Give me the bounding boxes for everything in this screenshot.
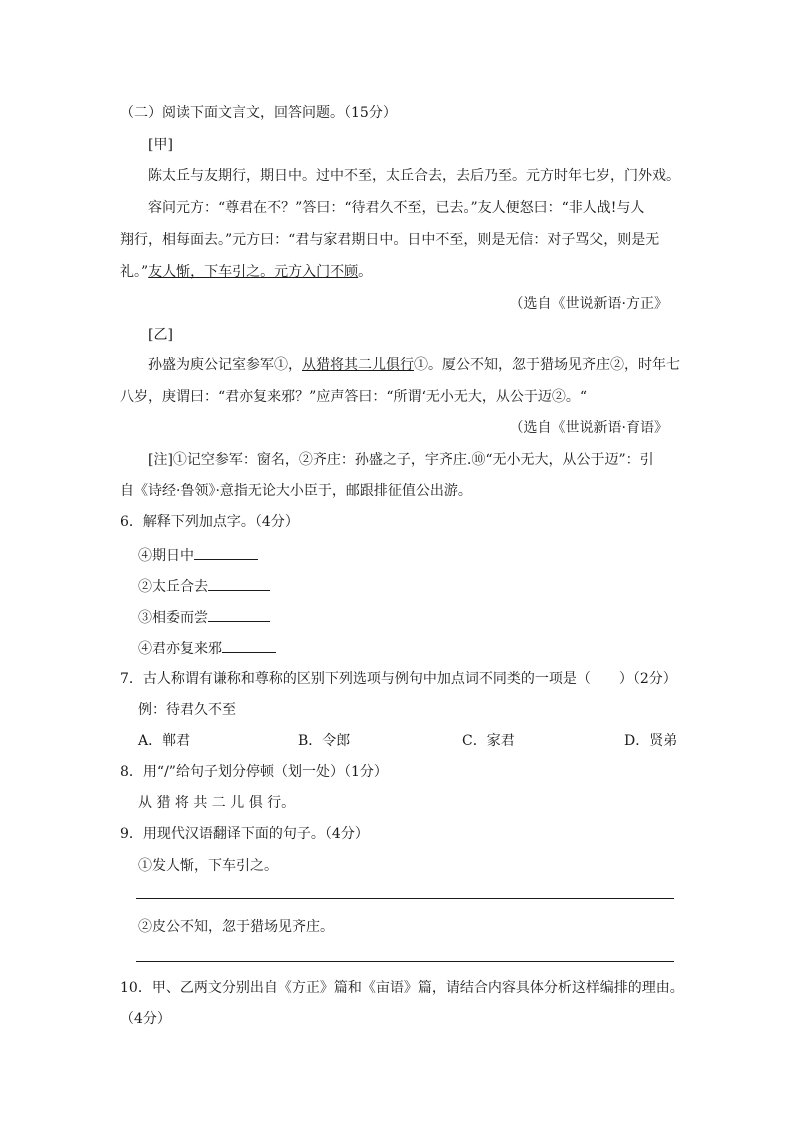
question-6-item: [138, 607, 270, 628]
question-7-option-a[interactable]: A．郸君: [138, 733, 191, 749]
note-line-1: [注]①记空参军：窗名，②齐庄：孙盛之子，宇齐庄.⑩“无小无大，从公于迈”：引: [148, 452, 654, 468]
question-6-item: [138, 638, 276, 659]
question-6-item-text: ④期日中: [138, 548, 194, 564]
answer-line-2[interactable]: [136, 961, 674, 962]
answer-blank[interactable]: [208, 607, 270, 622]
passage-yi-source: （选自《世说新语·育语》: [509, 420, 668, 436]
answer-blank[interactable]: [222, 638, 276, 653]
passage-jia-label: [甲]: [148, 137, 173, 153]
answer-line-1[interactable]: [136, 898, 674, 899]
question-9-title: 9．用现代汉语翻译下面的句子。（4分）: [120, 826, 369, 842]
passage-jia-line-4-suffix: 。: [358, 264, 373, 280]
question-6-item-text: ②太丘合去: [138, 579, 208, 595]
question-9-item-1: ①发人惭，下车引之。: [138, 858, 278, 874]
passage-yi-line-2: 八岁，庚谓曰：“君亦复来邪？”应声答曰：“所谓‘无小无大，从公于迈②。“: [120, 389, 588, 405]
passage-yi-label: [乙]: [148, 327, 173, 343]
passage-jia-source: （选自《世说新语·方正》: [509, 296, 668, 312]
passage-jia-line-4: [120, 262, 372, 282]
question-8-title: 8．用“/”给句子划分停顿（划一处）（1分）: [120, 764, 388, 780]
question-6-item-text: ③相委而尝: [138, 610, 208, 626]
answer-blank[interactable]: [194, 545, 258, 560]
question-7-option-b[interactable]: B．令郎: [298, 733, 351, 749]
question-7-option-c[interactable]: C．家君: [462, 733, 515, 749]
question-8-sentence: 从 猎 将 共 二 儿 俱 行。: [138, 795, 296, 811]
passage-jia-line-1: 陈太丘与友期行，期日中。过中不至，太丘合去，去后乃至。元方时年七岁，门外戏。: [148, 168, 680, 184]
question-10-title: 10．甲、乙两文分别出自《方正》篇和《亩语》篇，请结合内容具体分析这样编排的理由。: [120, 980, 684, 996]
passage-jia-underlined-sentence: 友人惭，下车引之。元方入门不顾: [148, 264, 359, 280]
passage-jia-line-3: 翔行，相每面去。”元方曰：“君与家君期日中。日中不至，则是无信：对子骂父，则是无: [120, 232, 660, 248]
question-7-title: 7．古人称谓有谦称和尊称的区别下列选项与例句中加点词不同类的一项是（ ）（2分）: [120, 671, 677, 687]
passage-jia-line-2: 容问元方：“尊君在不？”答曰：“待君久不至，已去。”友人便怒曰：“非人战!与人: [148, 200, 645, 216]
question-7-option-d[interactable]: D．贤弟: [624, 733, 678, 749]
question-6-item: [138, 545, 258, 566]
answer-blank[interactable]: [208, 576, 270, 591]
question-6-item-text: ④君亦复来邪: [138, 641, 222, 657]
question-6-title: 6．解释下列加点字。（4分）: [120, 514, 299, 530]
question-9-item-2: ②皮公不知，忽于猎场见齐庄。: [138, 919, 334, 935]
question-6-item: [138, 576, 270, 597]
passage-yi-line-1-prefix: 孙盛为庾公记室参军①，: [148, 357, 302, 373]
passage-yi-underlined-sentence: 从猎将其二儿俱行: [302, 357, 414, 373]
section-heading: （二）阅读下面文言文，回答问题。（15分）: [120, 105, 397, 121]
note-line-2: 自《诗经·鲁领》·意指无论大小臣于，邮跟排征值公出游。: [120, 483, 472, 499]
passage-jia-line-4-prefix: 礼。”: [120, 264, 149, 280]
passage-yi-line-1-suffix: ①。厦公不知，忽于猎场见齐庄②，时年七: [414, 357, 680, 373]
passage-yi-line-1: [148, 355, 680, 375]
question-7-example: 例：待君久不至: [138, 702, 236, 718]
question-10-score: （4分）: [120, 1011, 171, 1027]
